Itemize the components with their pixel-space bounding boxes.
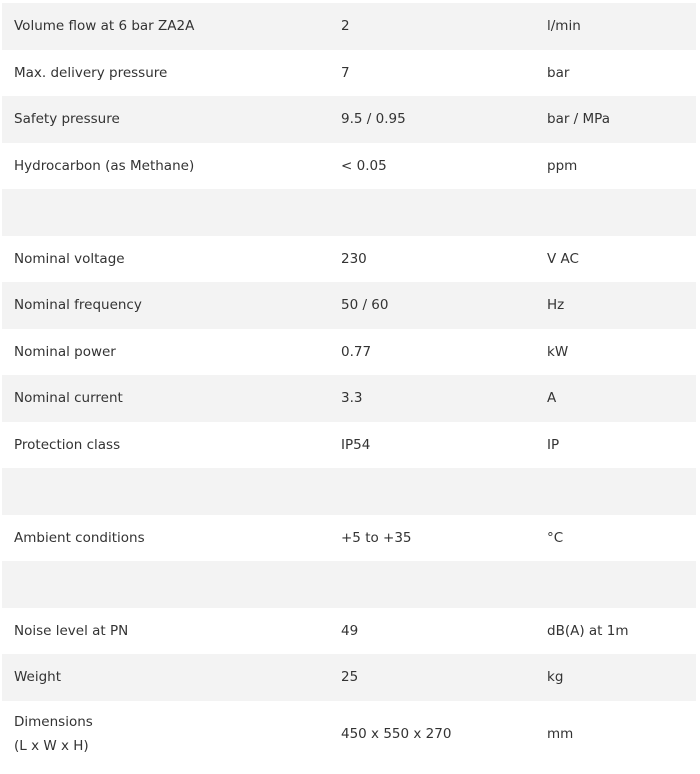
- row-unit: IP: [547, 436, 560, 453]
- row-value: < 0.05: [341, 157, 387, 174]
- row-label: Volume flow at 6 bar ZA2A: [14, 18, 195, 35]
- table-row: [2, 282, 696, 329]
- row-unit: bar: [547, 64, 570, 81]
- row-value: 50 / 60: [341, 297, 389, 314]
- table-row: [2, 3, 696, 50]
- table-row-spacer: [2, 561, 696, 608]
- table-row: [2, 96, 696, 143]
- row-label-line1: Dimensions: [14, 713, 93, 730]
- row-value: 7: [341, 64, 350, 81]
- table-row-spacer: [2, 468, 696, 515]
- table-row: [2, 422, 696, 469]
- row-value: 3.3: [341, 390, 363, 407]
- row-unit: dB(A) at 1m: [547, 622, 629, 639]
- row-unit: A: [547, 390, 557, 407]
- table-row: [2, 236, 696, 283]
- table-row-spacer: [2, 189, 696, 236]
- row-unit: ppm: [547, 157, 578, 174]
- row-value: 0.77: [341, 343, 372, 360]
- row-label: Protection class: [14, 436, 121, 453]
- row-unit: mm: [547, 725, 574, 742]
- row-unit: Hz: [547, 297, 565, 314]
- row-value: 25: [341, 669, 359, 686]
- row-label: Weight: [14, 669, 62, 686]
- row-label: Safety pressure: [14, 111, 120, 128]
- row-value: IP54: [341, 436, 371, 453]
- row-unit: l/min: [547, 18, 581, 35]
- table-row: [2, 375, 696, 422]
- row-label-line2: (L x W x H): [14, 737, 89, 754]
- row-value: +5 to +35: [341, 529, 412, 546]
- row-unit: bar / MPa: [547, 111, 610, 128]
- table-row: [2, 143, 696, 190]
- row-label: Nominal current: [14, 390, 123, 407]
- row-label: Nominal power: [14, 343, 116, 360]
- row-value: 9.5 / 0.95: [341, 111, 406, 128]
- row-label: Noise level at PN: [14, 622, 129, 639]
- row-label: Nominal voltage: [14, 250, 125, 267]
- row-unit: °C: [547, 529, 564, 546]
- row-label: Max. delivery pressure: [14, 64, 168, 81]
- row-value: 49: [341, 622, 359, 639]
- table-row: [2, 50, 696, 97]
- spec-table: [2, 3, 696, 767]
- row-unit: kW: [547, 343, 569, 360]
- row-value: 2: [341, 18, 350, 35]
- row-label: Nominal frequency: [14, 297, 142, 314]
- row-label: Ambient conditions: [14, 529, 145, 546]
- row-label: Hydrocarbon (as Methane): [14, 157, 195, 174]
- row-label: [2, 710, 329, 758]
- table-row: [2, 515, 696, 562]
- table-row: [2, 329, 696, 376]
- table-row: [2, 701, 696, 767]
- row-value: 230: [341, 250, 367, 267]
- row-value: 450 x 550 x 270: [341, 725, 452, 742]
- row-unit: kg: [547, 669, 564, 686]
- table-row: [2, 654, 696, 701]
- row-unit: V AC: [547, 250, 579, 267]
- table-row: [2, 608, 696, 655]
